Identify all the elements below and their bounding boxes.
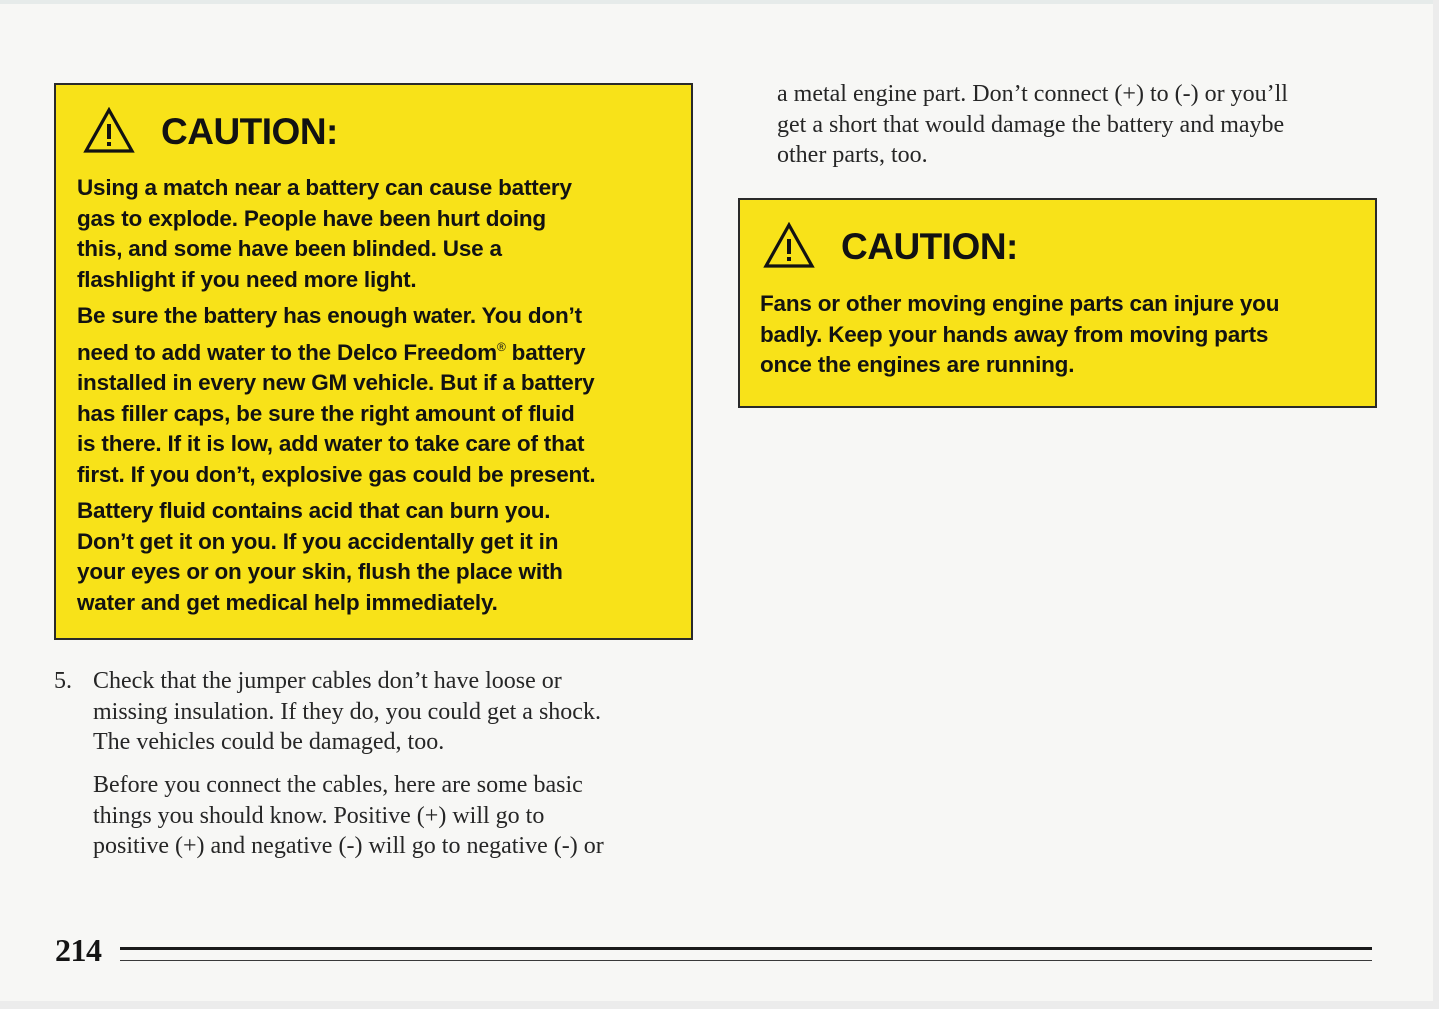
text-line: once the engines are running.: [760, 352, 1075, 377]
warning-triangle-icon: [763, 222, 815, 270]
page-edge-bottom: [0, 1001, 1439, 1009]
text-line: things you should know. Positive (+) will go to: [93, 802, 545, 829]
text-line: badly. Keep your hands away from moving parts: [760, 321, 1269, 347]
step-text: [93, 666, 601, 758]
text-line: has filler caps, be sure the right amount of fluid: [77, 400, 575, 426]
paragraph-continuation: [777, 79, 1288, 171]
text-line: Be sure the battery has enough water. You don’t: [77, 303, 582, 328]
caution-paragraph-3: [77, 496, 687, 618]
caution-title: CAUTION:: [161, 110, 338, 152]
text-line: gas to explode. People have been hurt doing: [77, 205, 546, 231]
text-line: other parts, too.: [777, 142, 928, 168]
step-number: 5.: [54, 668, 72, 694]
text-fragment: battery: [505, 339, 586, 365]
step-5-paragraph-2: [93, 770, 604, 862]
text-line: your eyes or on your skin, flush the place with: [77, 559, 563, 584]
text-line: Fans or other moving engine parts can injure you: [760, 291, 1280, 316]
caution-body: [760, 289, 1372, 387]
text-line: is there. If it is low, add water to take care of that: [77, 431, 585, 456]
text-line: this, and some have been blinded. Use a: [77, 236, 502, 261]
footer-rule: [120, 947, 1372, 950]
text-line: water and get medical help immediately.: [77, 589, 498, 615]
registered-mark: ®: [496, 339, 506, 354]
text-line: Before you connect the cables, here are some basic: [93, 772, 583, 798]
caution-paragraph: [760, 289, 1372, 381]
text-line: Battery fluid contains acid that can burn you.: [77, 498, 551, 523]
text-line: first. If you don’t, explosive gas could be present.: [77, 461, 596, 487]
footer-rule-thin: [120, 960, 1372, 961]
caution-header: [763, 222, 1018, 270]
text-line: get a short that would damage the battery and maybe: [777, 111, 1285, 138]
text-line-with-mark: [77, 332, 687, 369]
text-line: The vehicles could be damaged, too.: [93, 729, 445, 755]
caution-title: CAUTION:: [841, 225, 1018, 267]
caution-box-fans: [738, 198, 1377, 408]
caution-body: [77, 173, 687, 624]
text-line: a metal engine part. Don’t connect (+) to (-) or you’ll: [777, 81, 1288, 107]
text-line: missing insulation. If they do, you could get a shock.: [93, 698, 601, 725]
caution-paragraph-2: [77, 301, 687, 490]
caution-box-battery: [54, 83, 693, 640]
text-line: Using a match near a battery can cause battery: [77, 175, 572, 200]
caution-header: [83, 107, 338, 155]
text-line: Check that the jumper cables don’t have loose or: [93, 668, 562, 694]
text-line: installed in every new GM vehicle. But if a battery: [77, 370, 595, 395]
text-fragment: need to add water to the Delco Freedom: [77, 339, 497, 365]
page-number: 214: [55, 932, 102, 968]
text-line: flashlight if you need more light.: [77, 266, 417, 292]
page-edge-right: [1433, 0, 1439, 1009]
page-edge-top: [0, 0, 1439, 4]
warning-triangle-icon: [83, 107, 135, 155]
text-line: Don’t get it on you. If you accidentally get it in: [77, 528, 559, 554]
caution-paragraph-1: [77, 173, 687, 295]
text-line: positive (+) and negative (-) will go to negative (-) or: [93, 833, 604, 859]
